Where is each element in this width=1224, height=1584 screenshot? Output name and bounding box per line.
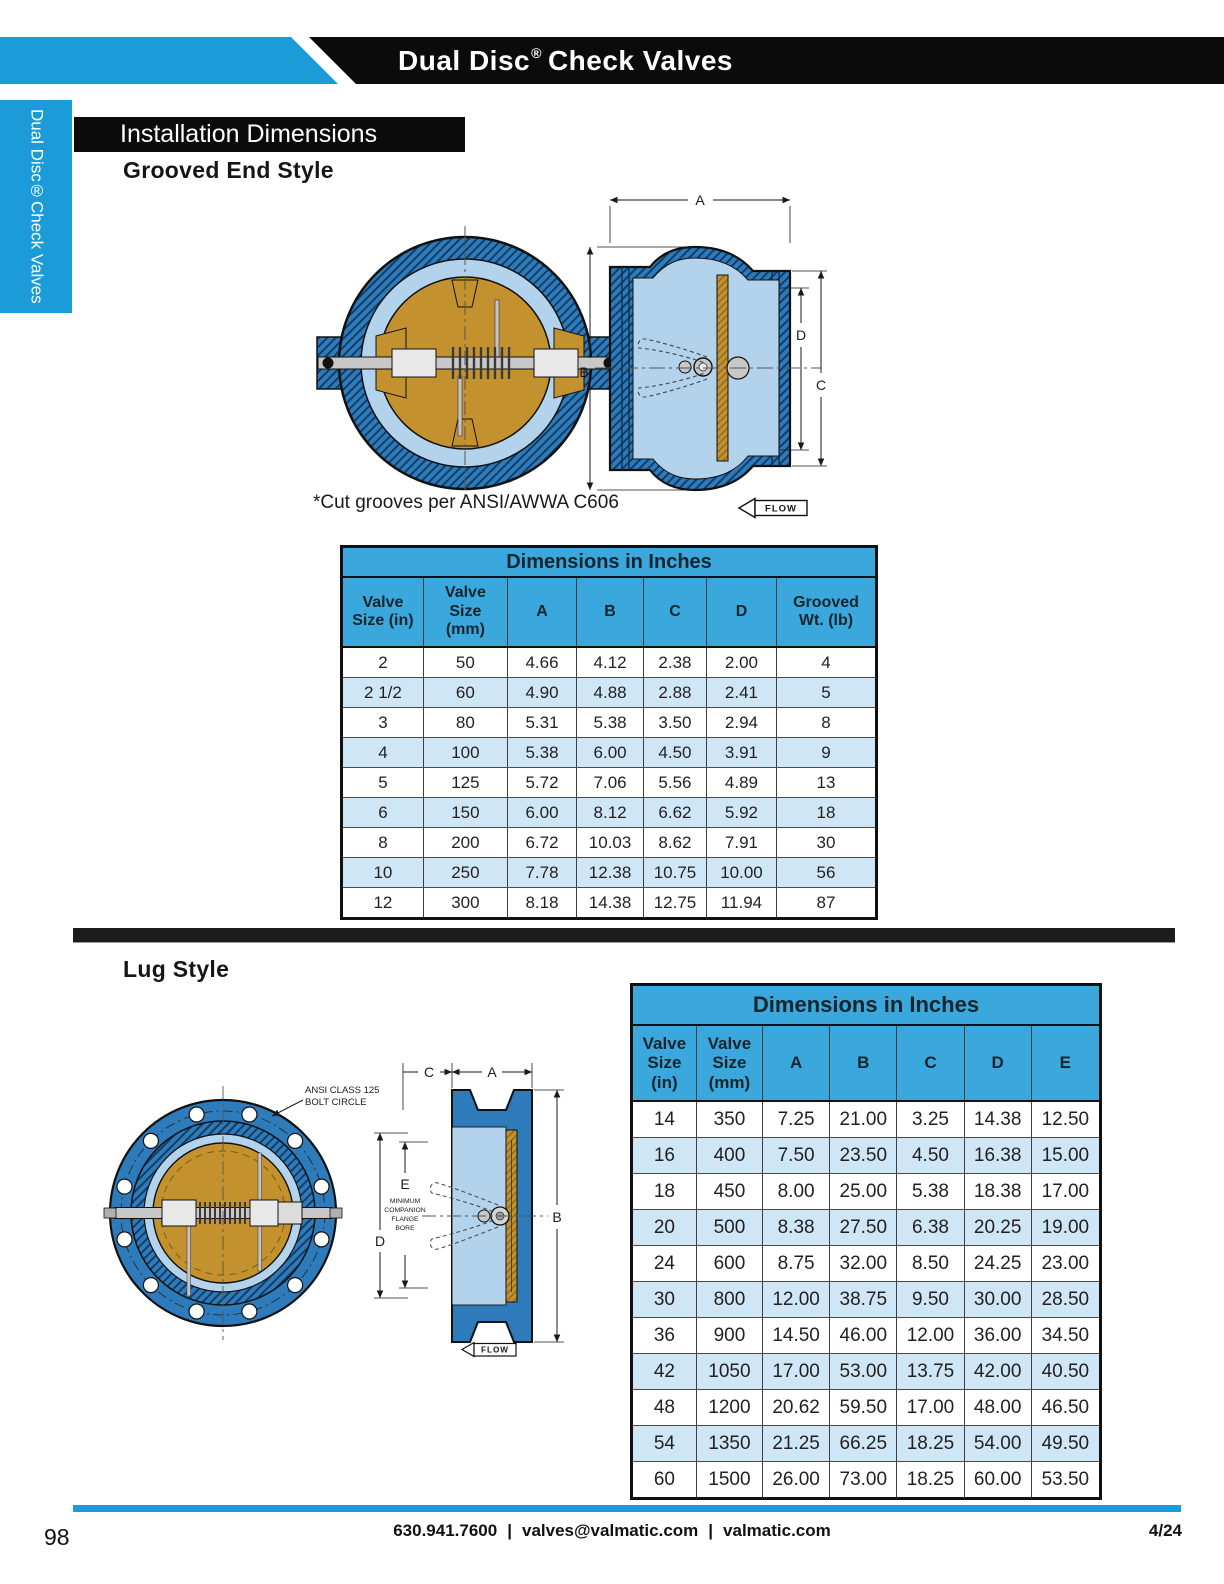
table-cell: 23.50 (830, 1138, 897, 1173)
table-cell: 50 (424, 648, 508, 677)
dim-e-lines (399, 1142, 428, 1288)
table-row (633, 1209, 1099, 1245)
companion-label-line1: MINIMUM (389, 1198, 421, 1205)
bolt-circle-label-line1: ANSI CLASS 125 (305, 1085, 380, 1096)
table-cell: 12.38 (577, 858, 644, 887)
table-cell: 48.00 (965, 1390, 1032, 1425)
table-row (633, 1102, 1099, 1137)
flow-indicator (739, 499, 807, 518)
dim-label-c: C (815, 377, 827, 393)
table-cell: 5.38 (897, 1174, 964, 1209)
table-cell: 6.62 (644, 798, 707, 827)
footer-accent-bar (73, 1505, 1181, 1512)
table-cell: 500 (697, 1210, 763, 1245)
table-cell: 8.50 (897, 1246, 964, 1281)
table-cell: 300 (424, 888, 508, 917)
grooved-heading: Grooved End Style (123, 157, 334, 183)
footer-phone: 630.941.7600 (393, 1521, 498, 1540)
stop-pin-bottom (458, 376, 462, 436)
table-cell: 3.91 (707, 738, 777, 767)
table-cell: 9 (821, 742, 831, 762)
table-cell: 12.00 (763, 1282, 830, 1317)
table-cell: 12.75 (644, 888, 707, 917)
page-title (398, 37, 733, 84)
table-cell: 20.25 (965, 1210, 1032, 1245)
stop-pin-section (679, 361, 691, 373)
companion-label-line3: FLANGE (391, 1216, 419, 1223)
table-cell: 6.72 (508, 828, 577, 857)
table-cell: 38.75 (830, 1282, 897, 1317)
table-cell: 8.18 (508, 888, 577, 917)
table-cell: 14 (633, 1102, 697, 1137)
table-cell: 36.00 (965, 1318, 1032, 1353)
table-cell: 7.25 (763, 1102, 830, 1137)
hinge-block-left (392, 349, 436, 377)
column-header: A (508, 578, 577, 646)
table-cell: 34.50 (1041, 1324, 1090, 1346)
table-cell: 87 (816, 892, 836, 912)
dim-label-e: E (400, 1176, 410, 1192)
table-cell: 2.00 (707, 648, 777, 677)
lug-side-view-diagram (360, 1055, 585, 1365)
table-cell: 42.00 (965, 1354, 1032, 1389)
table-cell: 800 (697, 1282, 763, 1317)
table-cell: 4 (821, 652, 831, 672)
table-cell: 18 (816, 802, 836, 822)
table-cell: 8.75 (763, 1246, 830, 1281)
table-cell: 5 (821, 682, 831, 702)
table-cell: 4.66 (508, 648, 577, 677)
table-cell: 3 (343, 708, 424, 737)
table-cell: 12 (343, 888, 424, 917)
table-cell: 17.00 (763, 1354, 830, 1389)
table-cell: 60 (633, 1462, 697, 1497)
side-tab-line1: Dual Disc® (27, 109, 47, 202)
table-cell: 150 (424, 798, 508, 827)
footer-separator: | (708, 1521, 714, 1540)
hinge-pin-center (699, 363, 707, 371)
table-cell: 28.50 (1041, 1288, 1090, 1310)
table-cell: 450 (697, 1174, 763, 1209)
page-title-product: Dual Disc (398, 44, 531, 76)
table-cell: 42 (633, 1354, 697, 1389)
table-cell: 40.50 (1041, 1360, 1090, 1382)
side-tab (0, 100, 72, 313)
dim-label-c: C (423, 1064, 435, 1080)
table-cell: 73.00 (830, 1462, 897, 1497)
table-cell: 23.00 (1041, 1252, 1090, 1274)
table-cell: 20.62 (763, 1390, 830, 1425)
table-cell: 18.25 (897, 1426, 964, 1461)
column-header: B (830, 1026, 897, 1100)
table-cell: 10.00 (707, 858, 777, 887)
table-row (633, 1461, 1099, 1497)
table-cell: 6 (343, 798, 424, 827)
table-cell: 5.92 (707, 798, 777, 827)
table-cell: 12.00 (897, 1318, 964, 1353)
table-cell: 48 (633, 1390, 697, 1425)
dim-label-a: A (487, 1064, 497, 1080)
table-cell: 7.78 (508, 858, 577, 887)
shaft-end-left (104, 1208, 116, 1218)
table-body (633, 1102, 1099, 1497)
table-cell: 2.94 (707, 708, 777, 737)
top-banner-accent-shape (0, 37, 360, 84)
table-cell: 53.00 (830, 1354, 897, 1389)
grooved-dimensions-table (340, 545, 878, 920)
table-row (343, 677, 875, 707)
table-cell: 250 (424, 858, 508, 887)
hinge-block-left (162, 1200, 196, 1226)
table-cell: 900 (697, 1318, 763, 1353)
footer-separator: | (507, 1521, 512, 1540)
table-cell: 4.88 (577, 678, 644, 707)
table-cell: 46.00 (830, 1318, 897, 1353)
table-cell: 26.00 (763, 1462, 830, 1497)
flow-label: FLOW (480, 1345, 510, 1355)
table-row (633, 1281, 1099, 1317)
table-cell: 16 (633, 1138, 697, 1173)
table-title: Dimensions in Inches (633, 986, 1099, 1026)
table-cell: 17.00 (1041, 1180, 1090, 1202)
hinge-block-right (250, 1200, 278, 1226)
table-cell: 30 (633, 1282, 697, 1317)
table-cell: 60 (424, 678, 508, 707)
table-cell: 1200 (697, 1390, 763, 1425)
table-cell: 600 (697, 1246, 763, 1281)
side-tab-line2: Check Valves (27, 201, 47, 304)
table-cell: 21.00 (830, 1102, 897, 1137)
table-cell: 2.41 (707, 678, 777, 707)
companion-label-line4: BORE (395, 1225, 415, 1232)
table-cell: 18.38 (965, 1174, 1032, 1209)
column-header: Valve Size (in) (633, 1026, 697, 1100)
table-cell: 5.72 (508, 768, 577, 797)
table-cell: 36 (633, 1318, 697, 1353)
table-cell: 7.06 (577, 768, 644, 797)
table-row (633, 1317, 1099, 1353)
dim-c-lines (792, 271, 827, 466)
table-cell: 21.25 (763, 1426, 830, 1461)
table-cell: 13.75 (897, 1354, 964, 1389)
table-row (343, 827, 875, 857)
table-cell: 53.50 (1041, 1468, 1090, 1490)
table-row (633, 1353, 1099, 1389)
shaft-end-left (323, 358, 334, 369)
column-header: D (707, 578, 777, 646)
table-cell: 4.12 (577, 648, 644, 677)
table-row (343, 707, 875, 737)
table-cell: 54.00 (965, 1426, 1032, 1461)
column-header: A (763, 1026, 830, 1100)
flow-arrow-icon (739, 499, 755, 518)
section-title-bar (74, 117, 465, 152)
table-cell: 4.90 (508, 678, 577, 707)
table-cell: 27.50 (830, 1210, 897, 1245)
table-cell: 66.25 (830, 1426, 897, 1461)
section-title: Installation Dimensions (120, 120, 378, 148)
column-header: C (897, 1026, 964, 1100)
bolt-circle-label-line2: BOLT CIRCLE (305, 1097, 367, 1108)
table-cell: 6.38 (897, 1210, 964, 1245)
table-cell: 60.00 (965, 1462, 1032, 1497)
column-header: Valve Size (mm) (697, 1026, 763, 1100)
table-cell: 30.00 (965, 1282, 1032, 1317)
table-cell: 1350 (697, 1426, 763, 1461)
flow-arrow-icon (462, 1343, 474, 1357)
flow-label: FLOW (765, 503, 797, 515)
page-number: 98 (44, 1524, 70, 1550)
table-cell: 5.56 (644, 768, 707, 797)
table-cell: 56 (816, 862, 836, 882)
grooved-side-view-diagram (573, 183, 838, 523)
table-cell: 17.00 (897, 1390, 964, 1425)
table-cell: 18.25 (897, 1462, 964, 1497)
table-cell: 7.91 (707, 828, 777, 857)
table-cell: 8.62 (644, 828, 707, 857)
footer-website: valmatic.com (723, 1521, 831, 1540)
table-row (633, 1245, 1099, 1281)
table-cell: 2.88 (644, 678, 707, 707)
dim-label-a: A (695, 192, 705, 208)
table-header-row (633, 1026, 1099, 1102)
column-header: B (577, 578, 644, 646)
column-header: C (644, 578, 707, 646)
table-cell: 54 (633, 1426, 697, 1461)
table-cell: 8 (343, 828, 424, 857)
table-cell: 100 (424, 738, 508, 767)
table-cell: 350 (697, 1102, 763, 1137)
table-row (633, 1389, 1099, 1425)
table-cell: 30 (816, 832, 836, 852)
table-cell: 8.00 (763, 1174, 830, 1209)
lug-heading: Lug Style (123, 956, 230, 982)
table-cell: 10 (343, 858, 424, 887)
table-cell: 24 (633, 1246, 697, 1281)
table-cell: 13 (816, 772, 836, 792)
table-cell: 12.50 (1041, 1108, 1090, 1130)
groove-note: *Cut grooves per ANSI/AWWA C606 (313, 492, 619, 513)
table-cell: 46.50 (1041, 1396, 1090, 1418)
table-cell: 25.00 (830, 1174, 897, 1209)
table-title: Dimensions in Inches (343, 548, 875, 578)
table-cell: 7.50 (763, 1138, 830, 1173)
table-cell: 6.00 (508, 798, 577, 827)
flow-indicator (462, 1343, 516, 1357)
column-header: Valve Size (in) (343, 578, 424, 646)
table-cell: 10.75 (644, 858, 707, 887)
dim-label-d: D (795, 327, 807, 343)
table-cell: 8.38 (763, 1210, 830, 1245)
table-cell: 20 (633, 1210, 697, 1245)
table-cell: 14.38 (577, 888, 644, 917)
table-cell: 400 (697, 1138, 763, 1173)
table-header-row (343, 578, 875, 648)
table-cell: 3.25 (897, 1102, 964, 1137)
column-header: E (1059, 1053, 1072, 1073)
table-cell: 24.25 (965, 1246, 1032, 1281)
dim-label-d: D (374, 1233, 386, 1249)
table-row (633, 1137, 1099, 1173)
lug-front-view-diagram (100, 1078, 400, 1343)
table-cell: 5.38 (508, 738, 577, 767)
table-cell: 4 (343, 738, 424, 767)
table-cell: 19.00 (1041, 1216, 1090, 1238)
table-cell: 2.38 (644, 648, 707, 677)
hinge-block-right (534, 349, 578, 377)
bolt-circle-pointer (272, 1100, 303, 1116)
table-row (633, 1173, 1099, 1209)
table-cell: 5.31 (508, 708, 577, 737)
table-body (343, 648, 875, 917)
column-header: D (965, 1026, 1032, 1100)
table-cell: 1500 (697, 1462, 763, 1497)
page-title-suffix: Check Valves (547, 44, 733, 76)
table-cell: 5.38 (577, 708, 644, 737)
table-cell: 2 (343, 648, 424, 677)
table-cell: 125 (424, 768, 508, 797)
table-cell: 10.03 (577, 828, 644, 857)
table-cell: 32.00 (830, 1246, 897, 1281)
table-cell: 11.94 (707, 888, 777, 917)
table-row (633, 1425, 1099, 1461)
column-header: Grooved Wt. (lb) (793, 593, 859, 629)
table-cell: 15.00 (1041, 1144, 1090, 1166)
table-row (343, 887, 875, 917)
table-cell: 14.38 (965, 1102, 1032, 1137)
table-cell: 16.38 (965, 1138, 1032, 1173)
table-cell: 1050 (697, 1354, 763, 1389)
table-cell: 2 1/2 (343, 678, 424, 707)
footer-contact (0, 1521, 1224, 1541)
table-row (343, 648, 875, 677)
table-cell: 5 (343, 768, 424, 797)
table-cell: 8.12 (577, 798, 644, 827)
lug-dimensions-table (630, 983, 1102, 1500)
table-cell: 14.50 (763, 1318, 830, 1353)
table-cell: 9.50 (897, 1282, 964, 1317)
table-cell: 49.50 (1041, 1432, 1090, 1454)
shaft-end-right (330, 1208, 342, 1218)
table-cell: 4.89 (707, 768, 777, 797)
dim-label-b: B (579, 364, 589, 380)
table-cell: 200 (424, 828, 508, 857)
table-cell: 3.50 (644, 708, 707, 737)
table-cell: 6.00 (577, 738, 644, 767)
registered-mark: ® (531, 44, 542, 61)
table-cell: 8 (821, 712, 831, 732)
dim-label-b: B (552, 1209, 562, 1225)
table-cell: 18 (633, 1174, 697, 1209)
table-row (343, 737, 875, 767)
table-cell: 4.50 (897, 1138, 964, 1173)
companion-label-line2: COMPANION (384, 1207, 426, 1214)
table-cell: 4.50 (644, 738, 707, 767)
footer-issue-date: 4/24 (1148, 1521, 1182, 1540)
column-header: Valve Size (mm) (424, 578, 508, 646)
table-cell: 59.50 (830, 1390, 897, 1425)
table-row (343, 767, 875, 797)
hinge-block-outer (278, 1202, 302, 1224)
section-divider (73, 928, 1175, 943)
footer-email: valves@valmatic.com (521, 1521, 699, 1540)
table-row (343, 797, 875, 827)
table-cell: 80 (424, 708, 508, 737)
table-row (343, 857, 875, 887)
